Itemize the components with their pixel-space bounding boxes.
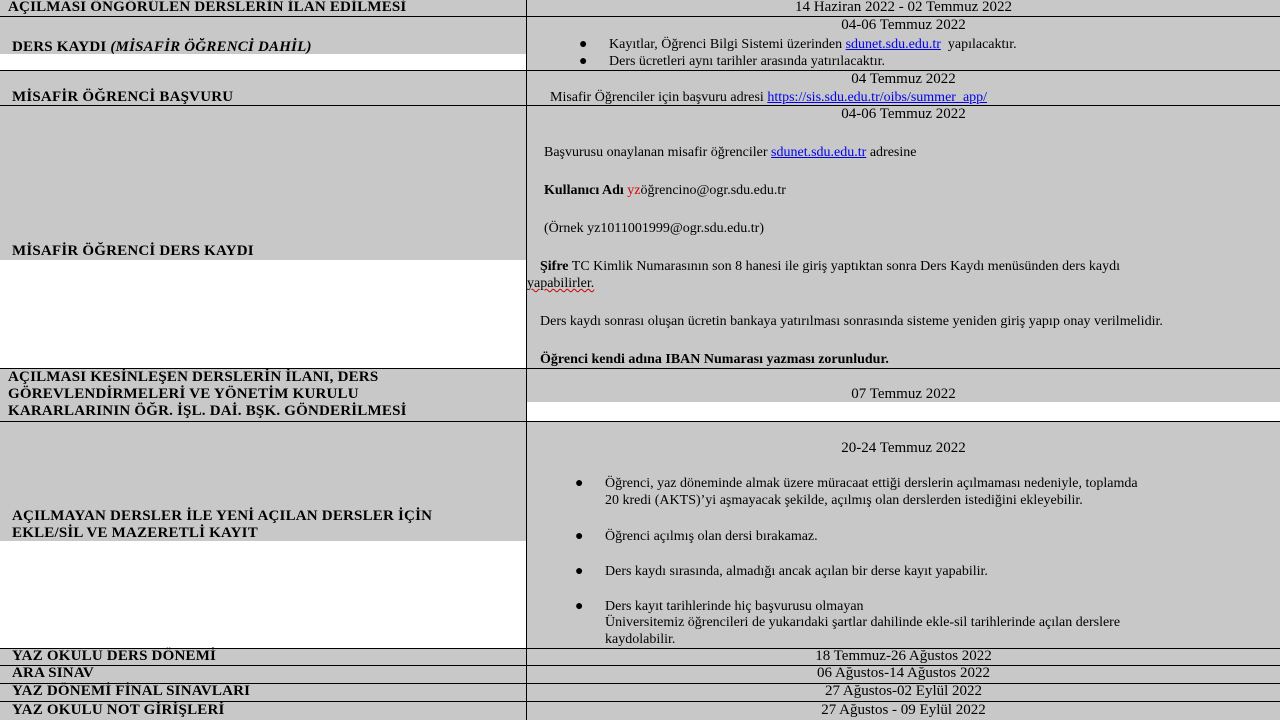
label-cell: [0, 666, 527, 683]
date-cell: [527, 71, 1280, 105]
row-label: YAZ OKULU DERS DÖNEMİ: [12, 648, 217, 664]
row-label: ARA SINAV: [12, 665, 94, 681]
row-date: 27 Ağustos-02 Eylül 2022: [824, 683, 983, 699]
row-label-line2: EKLE/SİL VE MAZERETLİ KAYIT: [12, 525, 258, 541]
application-text: Misafir Öğrenciler için başvuru adresi https://sis.sdu.edu.tr/oibs/summer_app/: [550, 90, 988, 105]
row-label-line2: GÖREVLENDİRMELERİ VE YÖNETİM KURULU: [8, 386, 359, 402]
row-date: 18 Temmuz-26 Ağustos 2022: [815, 648, 992, 664]
bullet-text: Ders kaydı sırasında, almadığı ancak açılan bir derse kayıt yapabilir.: [605, 564, 988, 579]
bullet: ●: [579, 37, 588, 52]
row-date: 27 Ağustos - 09 Eylül 2022: [821, 702, 986, 718]
bullet-text: Kayıtlar, Öğrenci Bilgi Sistemi üzerinden sdunet.sdu.edu.tr yapılacaktır.: [609, 37, 1017, 52]
bullet-text: Ders ücretleri aynı tarihler arasında yatırılacaktır.: [609, 54, 885, 69]
label-cell: [0, 106, 527, 368]
label-cell: [0, 702, 527, 720]
label-cell: [0, 684, 527, 701]
username-text: Kullanıcı Adı yzöğrencino@ogr.sdu.edu.tr: [544, 183, 786, 198]
row-date: 20-24 Temmuz 2022: [841, 440, 966, 456]
row-date: 04-06 Temmuz 2022: [841, 106, 966, 122]
password-text: Şifre TC Kimlik Numarasının son 8 hanesi ile giriş yaptıktan sonra Ders Kaydı menüsünden ders kaydı: [540, 259, 1121, 274]
label-cell: [0, 649, 527, 665]
label-cell: [0, 17, 527, 70]
row-confirmed-courses: [0, 369, 1280, 421]
date-cell: [527, 666, 1280, 683]
date-cell: [527, 369, 1280, 421]
bullet-text: Öğrenci açılmış olan dersi bırakamaz.: [605, 529, 818, 544]
date-cell: [527, 0, 1280, 16]
row-label: DERS KAYDI (MİSAFİR ÖĞRENCİ DAHİL): [12, 39, 312, 55]
row-label: YAZ DÖNEMİ FİNAL SINAVLARI: [12, 683, 251, 699]
sdunet-link[interactable]: sdunet.sdu.edu.tr: [771, 145, 867, 160]
bullet-text-cont: 20 kredi (AKTS)’yi aşmayacak şekilde, açılmış olan derslerden istediğini ekleyebilir.: [605, 493, 1083, 508]
bullet-text-cont: Üniversitemiz öğrencileri de yukarıdaki şartlar dahilinde ekle-sil tarihlerinde açılan derslere: [605, 615, 1121, 630]
bullet: ●: [575, 476, 584, 491]
row-midterm: [0, 666, 1280, 683]
date-cell: [527, 649, 1280, 665]
date-cell: [527, 684, 1280, 701]
row-announce-courses: [0, 0, 1280, 16]
username-example: (Örnek yz1011001999@ogr.sdu.edu.tr): [544, 221, 765, 236]
bullet: ●: [575, 529, 584, 544]
bullet: ●: [575, 564, 584, 579]
iban-text: Öğrenci kendi adına IBAN Numarası yazması zorunludur.: [540, 352, 889, 367]
row-label: YAZ OKULU NOT GİRİŞLERİ: [12, 702, 225, 718]
row-label: MİSAFİR ÖĞRENCİ BAŞVURU: [12, 89, 234, 105]
row-guest-course-registration: [0, 106, 1280, 368]
bullet-text: Öğrenci, yaz döneminde almak üzere müracaat ettiği derslerin açılmaması nedeniyle, toplamda: [605, 476, 1138, 491]
sdunet-link[interactable]: sdunet.sdu.edu.tr: [845, 37, 941, 52]
row-date: 04 Temmuz 2022: [851, 71, 956, 87]
row-summer-term: [0, 649, 1280, 665]
row-guest-application: [0, 71, 1280, 105]
bullet: ●: [575, 599, 584, 614]
summer-app-link[interactable]: https://sis.sdu.edu.tr/oibs/summer_app/: [767, 90, 988, 105]
password-text-cont: yapabilirler.: [527, 276, 595, 291]
row-label-line1: AÇILMAYAN DERSLER İLE YENİ AÇILAN DERSLER İÇİN: [12, 508, 433, 524]
row-label-line1: AÇILMASI KESİNLEŞEN DERSLERİN İLANI, DERS: [8, 369, 379, 385]
row-date: 14 Haziran 2022 - 02 Temmuz 2022: [795, 0, 1012, 15]
fee-text: Ders kaydı sonrası oluşan ücretin bankaya yatırılması sonrasında sisteme yeniden giriş yapıp onay verilmelidir.: [540, 314, 1163, 329]
row-course-registration: [0, 17, 1280, 70]
date-cell: [527, 702, 1280, 720]
label-cell: [0, 422, 527, 648]
bullet: ●: [579, 54, 588, 69]
row-final-exams: [0, 684, 1280, 701]
row-date: 04-06 Temmuz 2022: [841, 17, 966, 33]
date-cell: [527, 17, 1280, 70]
row-label-line3: KARARLARININ ÖĞR. İŞL. DAİ. BŞK. GÖNDERİLMESİ: [8, 403, 407, 419]
row-date: 07 Temmuz 2022: [851, 386, 956, 402]
login-address-text: Başvurusu onaylanan misafir öğrenciler sdunet.sdu.edu.tr adresine: [544, 145, 917, 160]
row-date: 06 Ağustos-14 Ağustos 2022: [817, 665, 990, 681]
label-cell: [0, 71, 527, 105]
date-cell: [527, 106, 1280, 368]
row-add-drop: [0, 422, 1280, 648]
bullet-text-cont: kaydolabilir.: [605, 632, 676, 647]
label-cell: [0, 0, 527, 16]
bullet-text: Ders kayıt tarihlerinde hiç başvurusu olmayan: [605, 599, 864, 614]
row-grade-entry: [0, 702, 1280, 720]
row-label: AÇILMASI ÖNGÖRÜLEN DERSLERİN İLAN EDİLMESİ: [8, 0, 407, 15]
date-cell: [527, 422, 1280, 648]
label-cell: [0, 369, 527, 421]
row-label: MİSAFİR ÖĞRENCİ DERS KAYDI: [12, 243, 254, 259]
